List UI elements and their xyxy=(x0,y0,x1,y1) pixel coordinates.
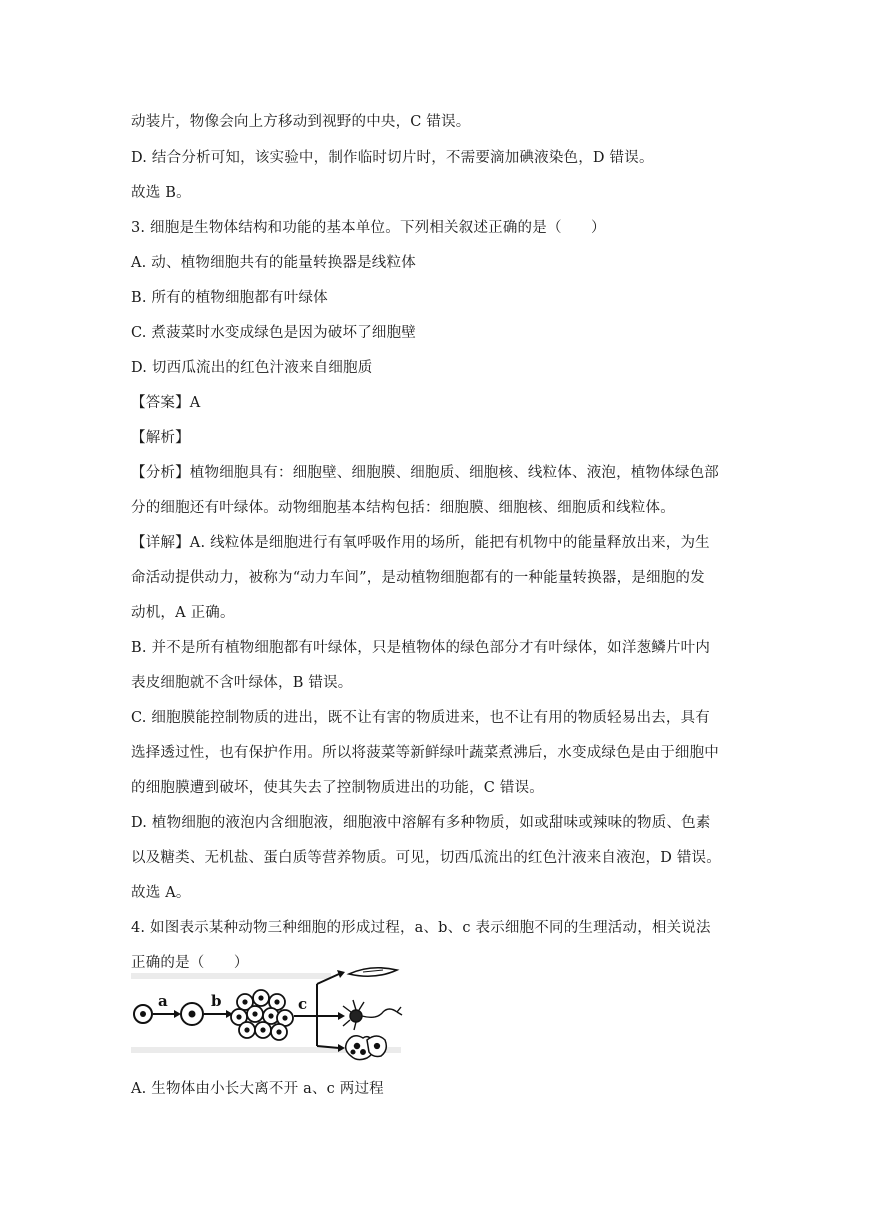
option-b: B. 所有的植物细胞都有叶绿体 xyxy=(131,290,328,306)
text-line: 故选 A。 xyxy=(131,885,191,901)
label-b: b xyxy=(211,992,222,1010)
text-line: D. 结合分析可知，该实验中，制作临时切片时，不需要滴加碘液染色，D 错误。 xyxy=(131,150,654,166)
answer-label: 【答案】A xyxy=(131,395,201,411)
text-line: 【详解】A. 线粒体是细胞进行有氧呼吸作用的场所，能把有机物中的能量释放出来，为生 xyxy=(131,535,710,551)
text-line: 【分析】植物细胞具有：细胞壁、细胞膜、细胞质、细胞核、线粒体、液泡，植物体绿色部 xyxy=(131,465,719,481)
arrow-b xyxy=(204,1010,233,1018)
label-a: a xyxy=(158,992,168,1010)
text-line: B. 并不是所有植物细胞都有叶绿体，只是植物体的绿色部分才有叶绿体，如洋葱鳞片叶内 xyxy=(131,640,711,656)
text-line: 表皮细胞就不含叶绿体，B 错误。 xyxy=(131,675,353,691)
option-a: A. 动、植物细胞共有的能量转换器是线粒体 xyxy=(131,255,416,271)
option-d: D. 切西瓜流出的红色汁液来自细胞质 xyxy=(131,360,373,376)
text-line: 以及糖类、无机盐、蛋白质等营养物质。可见，切西瓜流出的红色汁液来自液泡，D 错误。 xyxy=(131,850,721,866)
arrow-a xyxy=(153,1010,181,1018)
text-line: C. 细胞膜能控制物质的进出，既不让有害的物质进来，也不让有用的物质轻易出去，具有 xyxy=(131,710,710,726)
label-c: c xyxy=(298,995,308,1013)
text-line: 故选 B。 xyxy=(131,185,191,201)
option-a: A. 生物体由小长大离不开 a、c 两过程 xyxy=(131,1081,384,1097)
text-line: D. 植物细胞的液泡内含细胞液，细胞液中溶解有多种物质，如或甜味或辣味的物质、色素 xyxy=(131,815,711,831)
cell-formation-diagram xyxy=(131,962,407,1066)
text-line: 正确的是（ ） xyxy=(131,955,249,971)
grown-cell xyxy=(181,1003,203,1025)
fertilized-cell xyxy=(134,1005,152,1023)
muscle-cell xyxy=(349,968,397,977)
question-4-stem: 4. 如图表示某种动物三种细胞的形成过程，a、b、c 表示细胞不同的生理活动，相关说法 xyxy=(131,920,711,936)
nerve-cell xyxy=(343,1000,402,1030)
question-3-stem: 3. 细胞是生物体结构和功能的基本单位。下列相关叙述正确的是（ ） xyxy=(131,220,606,236)
text-line: 分的细胞还有叶绿体。动物细胞基本结构包括：细胞膜、细胞核、细胞质和线粒体。 xyxy=(131,500,675,516)
arrow-c-heads xyxy=(337,970,345,1052)
text-line: 动机，A 正确。 xyxy=(131,605,235,621)
text-line: 动装片，物像会向上方移动到视野的中央，C 错误。 xyxy=(131,114,471,130)
tissue-cells xyxy=(346,1036,387,1060)
text-line: 命活动提供动力，被称为“动力车间”，是动植物细胞都有的一种能量转换器，是细胞的发 xyxy=(131,570,705,586)
option-c: C. 煮菠菜时水变成绿色是因为破坏了细胞壁 xyxy=(131,325,416,341)
analysis-label: 【解析】 xyxy=(131,430,190,446)
text-line: 选择透过性，也有保护作用。所以将菠菜等新鲜绿叶蔬菜煮沸后，水变成绿色是由于细胞中 xyxy=(131,745,719,761)
text-line: 的细胞膜遭到破坏，使其失去了控制物质进出的功能，C 错误。 xyxy=(131,780,545,796)
